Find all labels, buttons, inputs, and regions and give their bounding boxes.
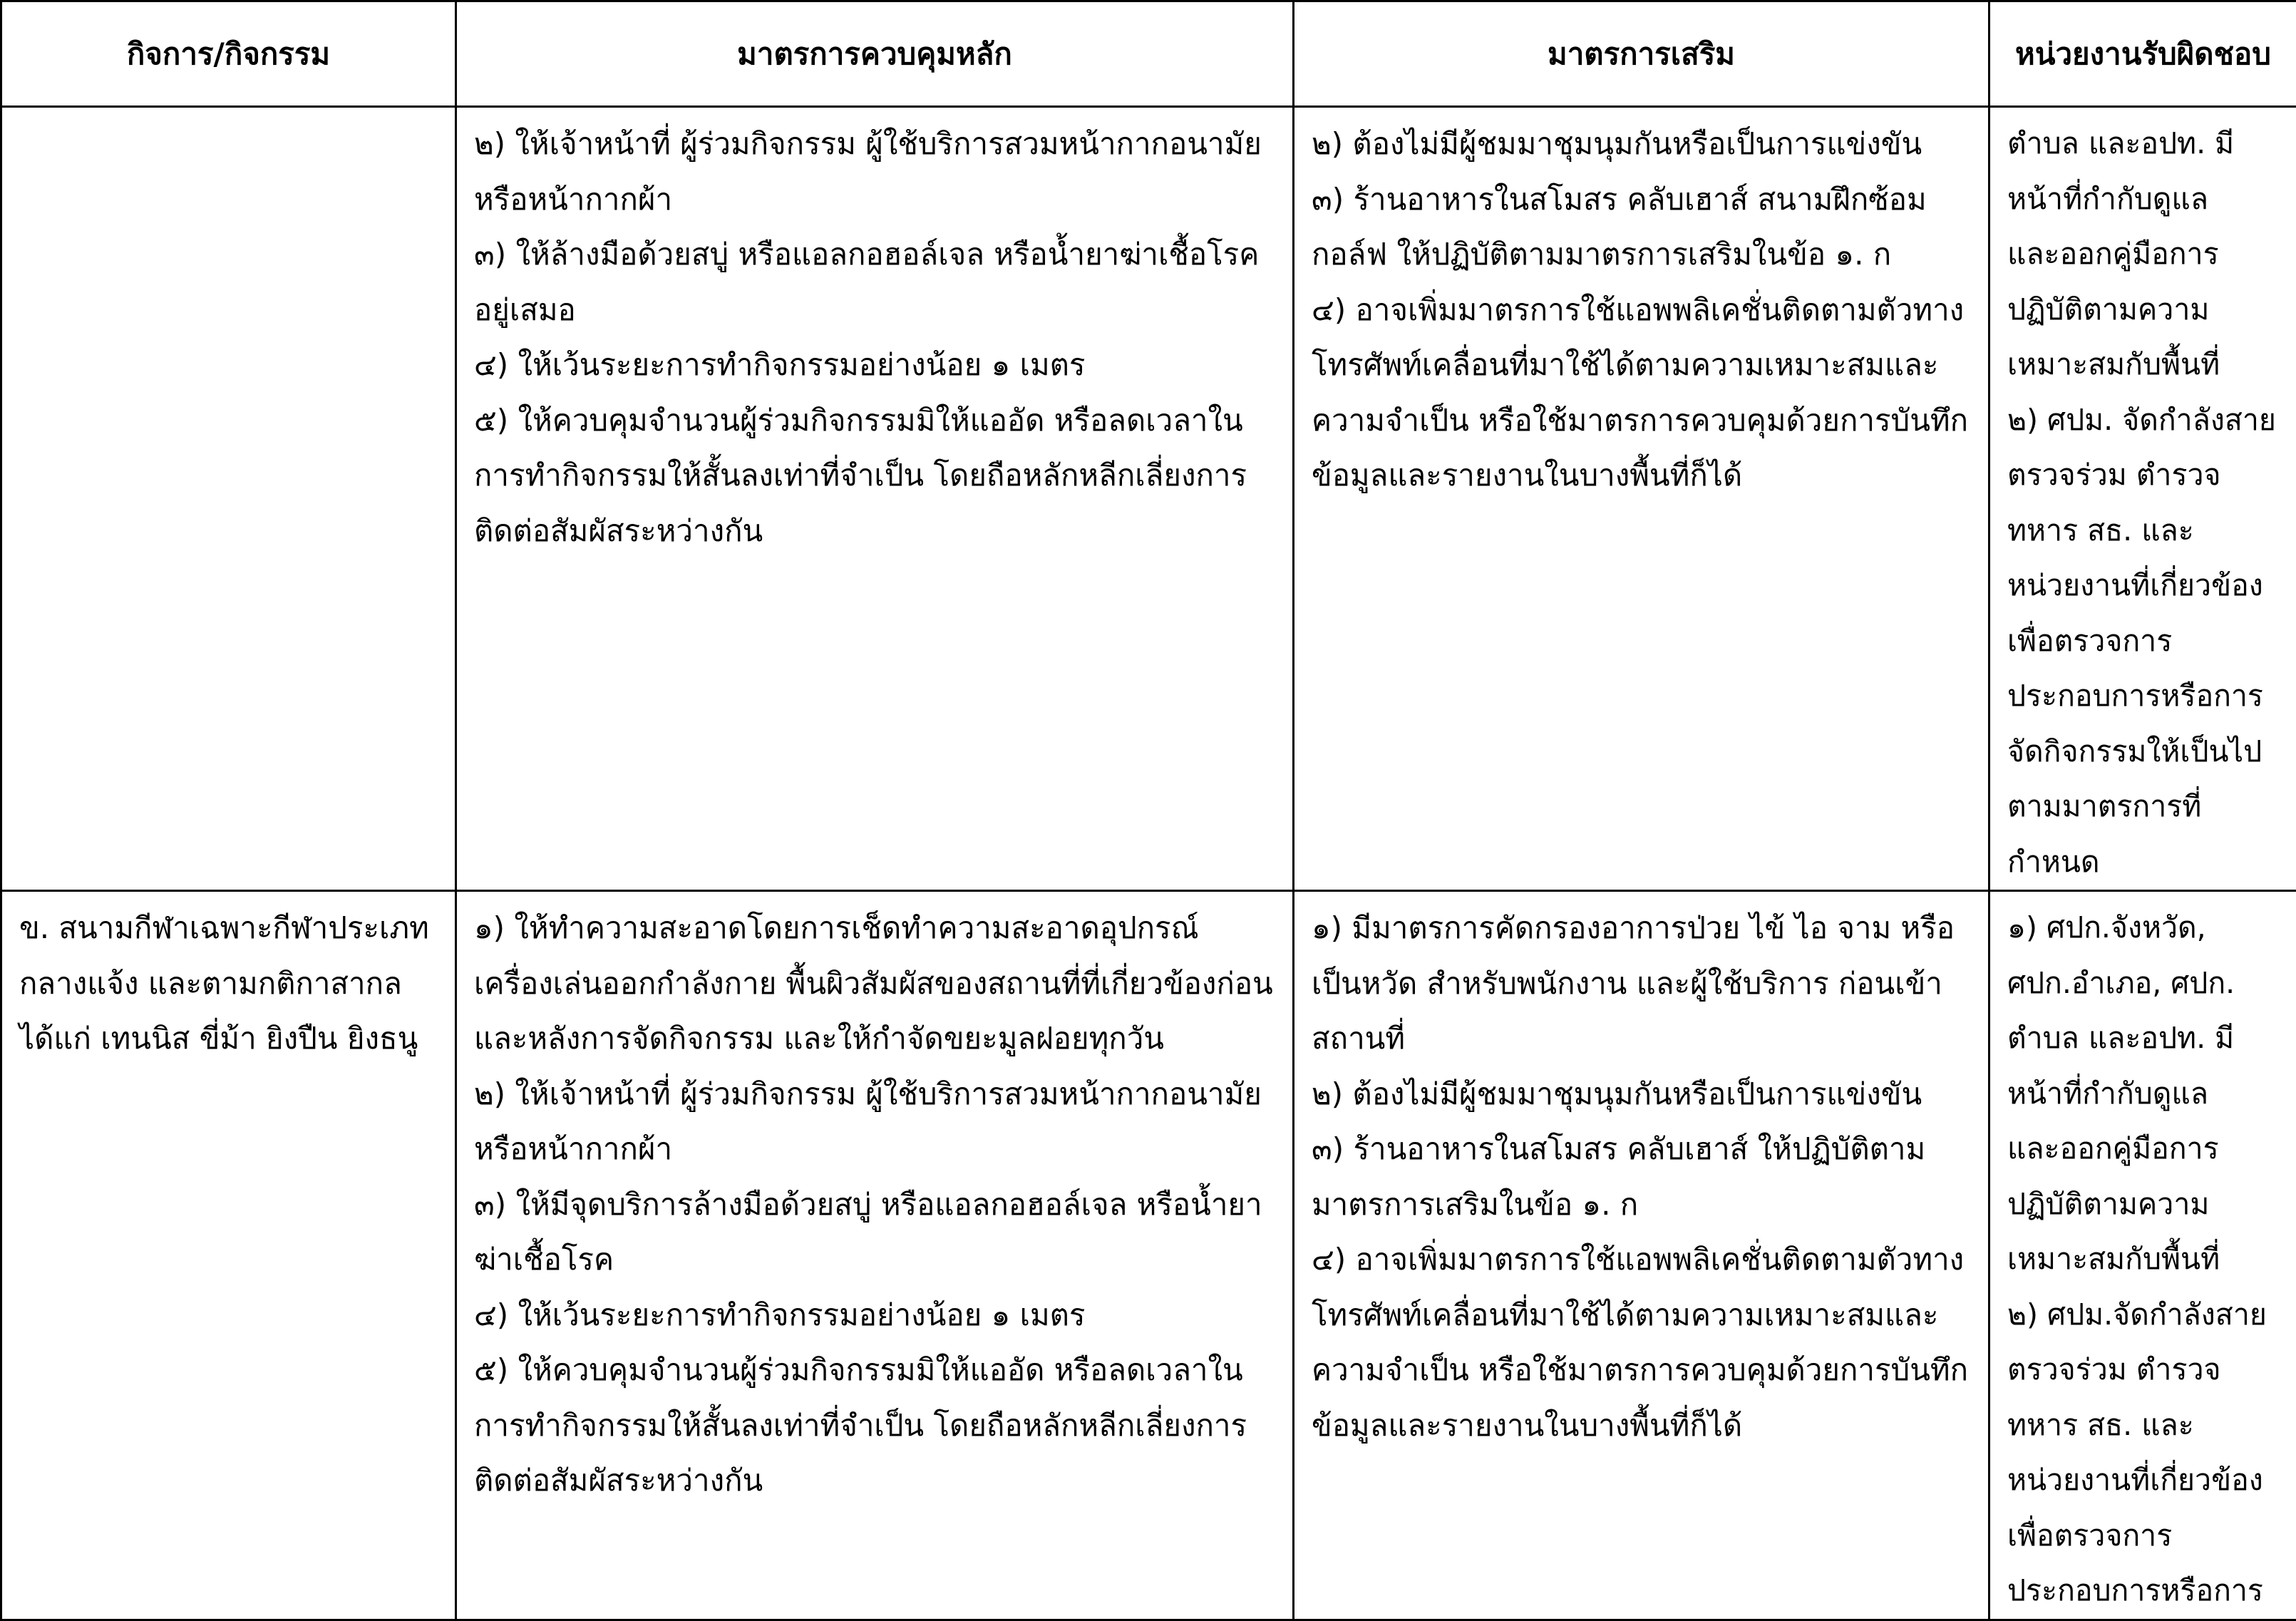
header-responsible-agency: หน่วยงานรับผิดชอบ xyxy=(1989,1,2296,107)
main-measures-text: ๒) ให้เจ้าหน้าที่ ผู้ร่วมกิจกรรม ผู้ใช้บริการสวมหน้ากากอนามัย หรือหน้ากากผ้า ๓) ให้ล้างมือด้วยสบู่ หรือแอลกอฮอล์เจล หรือน้ำยาฆ่าเชื้อโรค อยู่เสมอ ๔) ให้เว้นระยะการทำกิจกรรมอย่างน้อย ๑ เมตร ๕) ให้ควบคุมจำนวนผู้ร่วมกิจกรรมมิให้แออัด หรือลดเวลาใน การทำกิจกรรมให้สั้นลงเท่าที่จำเป็น โดยถือหลักหลีกเลี่ยงการ ติดต่อสัมผัสระหว่างกัน xyxy=(474,116,1282,558)
additional-measures-cell xyxy=(1294,107,1989,891)
additional-measures-text: ๑) มีมาตรการคัดกรองอาการป่วย ไข้ ไอ จาม หรือ เป็นหวัด สำหรับพนักงาน และผู้ใช้บริการ ก่อนเข้า สถานที่ ๒) ต้องไม่มีผู้ชมมาชุมนุมกันหรือเป็นการแข่งขัน ๓) ร้านอาหารในสโมสร คลับเฮาส์ ให้ปฏิบัติตาม มาตรการเสริมในข้อ ๑. ก ๔) อาจเพิ่มมาตรการใช้แอพพลิเคชั่นติดตามตัวทาง โทรศัพท์เคลื่อนที่มาใช้ได้ตามความเหมาะสมและ ความจำเป็น หรือใช้มาตรการควบคุมด้วยการบันทึก ข้อมูลและรายงานในบางพื้นที่ก็ได้ xyxy=(1312,900,1978,1453)
table-row xyxy=(1,891,2296,1620)
responsible-agency-text: ๑) ศปก.จังหวัด, ศปก.อำเภอ, ศปก. ตำบล และอปท. มี หน้าที่กำกับดูแล และออกคู่มือการ ปฏิบัติตามความ เหมาะสมกับพื้นที่ ๒) ศปม.จัดกำลังสาย ตรวจร่วม ตำรวจ ทหาร สธ. และ หน่วยงานที่เกี่ยวข้อง เพื่อตรวจการ ประกอบการหรือการ xyxy=(2007,900,2286,1619)
main-measures-cell xyxy=(456,107,1294,891)
main-measures-text: ๑) ให้ทำความสะอาดโดยการเช็ดทำความสะอาดอุปกรณ์ เครื่องเล่นออกกำลังกาย พื้นผิวสัมผัสของสถานที่ที่เกี่ยวข้องก่อน และหลังการจัดกิจกรรม และให้กำจัดขยะมูลฝอยทุกวัน ๒) ให้เจ้าหน้าที่ ผู้ร่วมกิจกรรม ผู้ใช้บริการสวมหน้ากากอนามัย หรือหน้ากากผ้า ๓) ให้มีจุดบริการล้างมือด้วยสบู่ หรือแอลกอฮอล์เจล หรือน้ำยา ฆ่าเชื้อโรค ๔) ให้เว้นระยะการทำกิจกรรมอย่างน้อย ๑ เมตร ๕) ให้ควบคุมจำนวนผู้ร่วมกิจกรรมมิให้แออัด หรือลดเวลาใน การทำกิจกรรมให้สั้นลงเท่าที่จำเป็น โดยถือหลักหลีกเลี่ยงการ ติดต่อสัมผัสระหว่างกัน xyxy=(474,900,1282,1508)
main-measures-cell xyxy=(456,891,1294,1620)
responsible-agency-text: ตำบล และอปท. มี หน้าที่กำกับดูแล และออกคู่มือการ ปฏิบัติตามความ เหมาะสมกับพื้นที่ ๒) ศปม. จัดกำลังสาย ตรวจร่วม ตำรวจ ทหาร สธ. และ หน่วยงานที่เกี่ยวข้อง เพื่อตรวจการ ประกอบการหรือการ จัดกิจกรรมให้เป็นไป ตามมาตรการที่ กำหนด xyxy=(2007,116,2286,890)
activity-cell xyxy=(1,891,456,1620)
additional-measures-cell xyxy=(1294,891,1989,1620)
activity-cell xyxy=(1,107,456,891)
header-row xyxy=(1,1,2296,107)
header-activity: กิจการ/กิจกรรม xyxy=(1,1,456,107)
table-row xyxy=(1,107,2296,891)
additional-measures-text: ๒) ต้องไม่มีผู้ชมมาชุมนุมกันหรือเป็นการแข่งขัน ๓) ร้านอาหารในสโมสร คลับเฮาส์ สนามฝึกซ้อม กอล์ฟ ให้ปฏิบัติตามมาตรการเสริมในข้อ ๑. ก ๔) อาจเพิ่มมาตรการใช้แอพพลิเคชั่นติดตามตัวทาง โทรศัพท์เคลื่อนที่มาใช้ได้ตามความเหมาะสมและ ความจำเป็น หรือใช้มาตรการควบคุมด้วยการบันทึก ข้อมูลและรายงานในบางพื้นที่ก็ได้ xyxy=(1312,116,1978,503)
responsible-agency-cell xyxy=(1989,891,2296,1620)
responsible-agency-cell xyxy=(1989,107,2296,891)
header-additional-measures: มาตรการเสริม xyxy=(1294,1,1989,107)
header-main-measures: มาตรการควบคุมหลัก xyxy=(456,1,1294,107)
activity-text: ข. สนามกีฬาเฉพาะกีฬาประเภท กลางแจ้ง และตามกติกาสากล ได้แก่ เทนนิส ขี่ม้า ยิงปืน ยิงธนู xyxy=(19,900,445,1066)
